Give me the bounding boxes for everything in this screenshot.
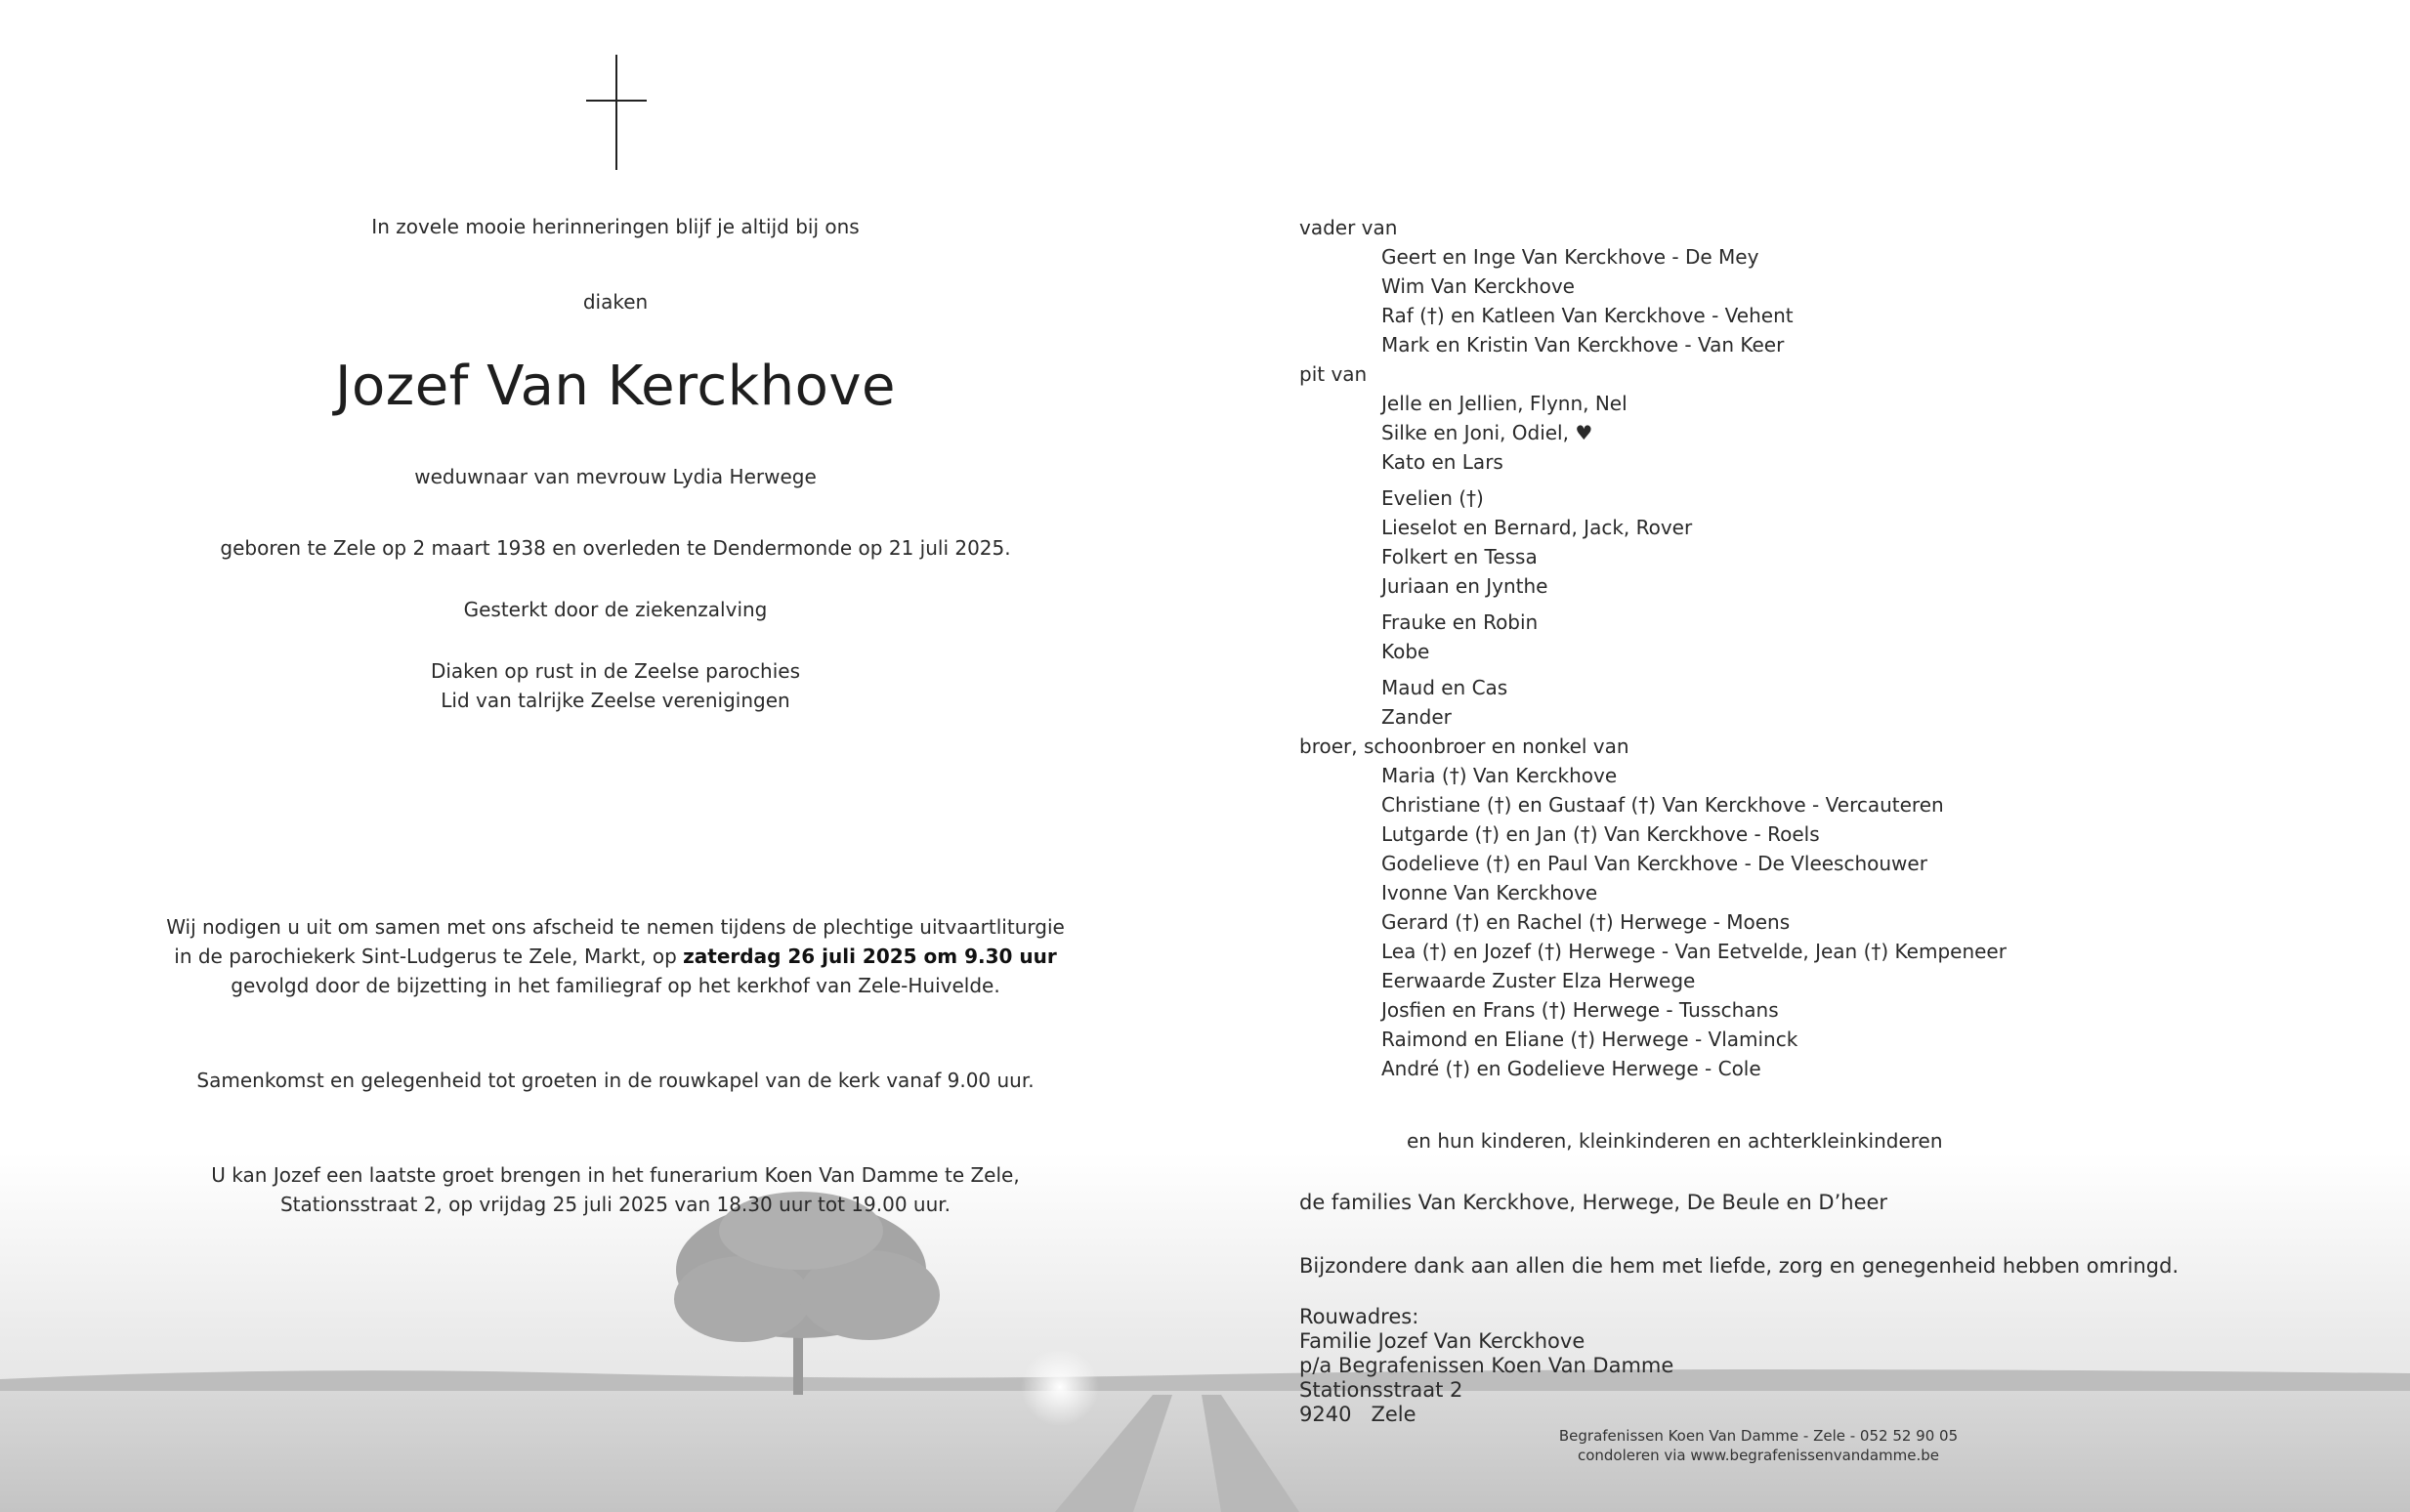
funeral-home-contact: Begrafenissen Koen Van Damme - Zele - 052 52 90 05	[1558, 1427, 1959, 1445]
list-item: Raimond en Eliane (†) Herwege - Vlaminck	[1381, 1028, 1798, 1051]
list-item: Folkert en Tessa	[1381, 545, 1538, 568]
born-died-text: geboren te Zele op 2 maart 1938 en overleden te Dendermonde op 21 juli 2025.	[220, 536, 1011, 560]
descendants-text: en hun kinderen, kleinkinderen en achterkleinkinderen	[1407, 1129, 1943, 1153]
mourning-address	[1299, 1305, 1673, 1427]
list-item: André (†) en Godelieve Herwege - Cole	[1381, 1057, 1761, 1080]
cross-icon	[586, 55, 647, 170]
address-line: Stationsstraat 2	[1299, 1378, 1463, 1402]
address-line: 9240 Zele	[1299, 1403, 1416, 1426]
list-item: Gerard (†) en Rachel (†) Herwege - Moens	[1381, 910, 1791, 934]
address-line: p/a Begrafenissen Koen Van Damme	[1299, 1354, 1674, 1377]
list-item: Ivonne Van Kerckhove	[1381, 881, 1598, 904]
grandchildren-list	[1299, 389, 2393, 732]
list-item: Frauke en Robin	[1381, 610, 1539, 634]
widower-text: weduwnaar van mevrouw Lydia Herwege	[414, 465, 817, 488]
list-item: Jelle en Jellien, Flynn, Nel	[1381, 392, 1628, 415]
list-item: Lieselot en Bernard, Jack, Rover	[1381, 516, 1693, 539]
visit-line-1: U kan Jozef een laatste groet brengen in het funerarium Koen Van Damme te Zele,	[211, 1163, 1020, 1187]
funeral-home-footer	[1543, 1426, 1973, 1465]
invitation-line-2-text: in de parochiekerk Sint-Ludgerus te Zele, Markt, op	[174, 945, 684, 968]
list-item: Maria (†) Van Kerckhove	[1381, 764, 1618, 787]
address-line: Familie Jozef Van Kerckhove	[1299, 1329, 1586, 1353]
list-item: Raf (†) en Katleen Van Kerckhove - Vehent	[1381, 304, 1794, 327]
list-item: Lutgarde (†) en Jan (†) Van Kerckhove - Roels	[1381, 822, 1820, 846]
thanks-text: Bijzondere dank aan allen die hem met liefde, zorg en genegenheid hebben omringd.	[1299, 1254, 2179, 1278]
invitation-line-3: gevolgd door de bijzetting in het familiegraf op het kerkhof van Zele-Huivelde.	[231, 974, 1000, 997]
invitation-line-2	[127, 942, 1104, 971]
intro-text: In zovele mooie herinneringen blijf je altijd bij ons	[371, 215, 860, 238]
gathering-text: Samenkomst en gelegenheid tot groeten in de rouwkapel van de kerk vanaf 9.00 uur.	[196, 1069, 1035, 1092]
role-line-2: Lid van talrijke Zeelse verenigingen	[441, 689, 790, 712]
sacrament-text: Gesterkt door de ziekenzalving	[463, 598, 768, 621]
list-item: Juriaan en Jynthe	[1381, 574, 1548, 598]
list-item: Mark en Kristin Van Kerckhove - Van Keer	[1381, 333, 1785, 357]
address-label: Rouwadres:	[1299, 1305, 1419, 1328]
list-item: Zander	[1381, 705, 1452, 729]
list-item: Evelien (†)	[1381, 486, 1484, 510]
list-item: Wim Van Kerckhove	[1381, 274, 1575, 298]
grandfather-label: pit van	[1299, 362, 1368, 386]
siblings-list	[1299, 761, 2393, 1083]
visit-line-2: Stationsstraat 2, op vrijdag 25 juli 2025 van 18.30 uur tot 19.00 uur.	[279, 1193, 951, 1216]
list-item: Josfien en Frans (†) Herwege - Tusschans	[1381, 998, 1779, 1022]
family-list	[1299, 213, 2393, 1083]
condolence-link: condoleren via www.begrafenissenvandamme.be	[1577, 1447, 1939, 1464]
families-text: de families Van Kerckhove, Herwege, De Beule en D’heer	[1299, 1191, 1888, 1214]
list-item: Christiane (†) en Gustaaf (†) Van Kerckhove - Vercauteren	[1381, 793, 1944, 817]
deceased-name: Jozef Van Kerckhove	[335, 355, 896, 418]
list-item: Godelieve (†) en Paul Van Kerckhove - De Vleeschouwer	[1381, 852, 1927, 875]
siblings-label: broer, schoonbroer en nonkel van	[1299, 735, 1629, 758]
children-list	[1299, 242, 2393, 359]
role-line-1: Diaken op rust in de Zeelse parochies	[430, 659, 801, 683]
list-item: Silke en Joni, Odiel, ♥	[1381, 421, 1593, 444]
funeral-date: zaterdag 26 juli 2025 om 9.30 uur	[683, 945, 1057, 968]
list-item: Maud en Cas	[1381, 676, 1508, 699]
father-label: vader van	[1299, 216, 1398, 239]
list-item: Eerwaarde Zuster Elza Herwege	[1381, 969, 1696, 992]
list-item: Lea (†) en Jozef (†) Herwege - Van Eetvelde, Jean (†) Kempeneer	[1381, 940, 2007, 963]
list-item: Kato en Lars	[1381, 450, 1503, 474]
title-role: diaken	[582, 290, 649, 314]
list-item: Kobe	[1381, 640, 1430, 663]
invitation-line-1: Wij nodigen u uit om samen met ons afscheid te nemen tijdens de plechtige uitvaartliturgie	[166, 915, 1065, 939]
list-item: Geert en Inge Van Kerckhove - De Mey	[1381, 245, 1759, 269]
